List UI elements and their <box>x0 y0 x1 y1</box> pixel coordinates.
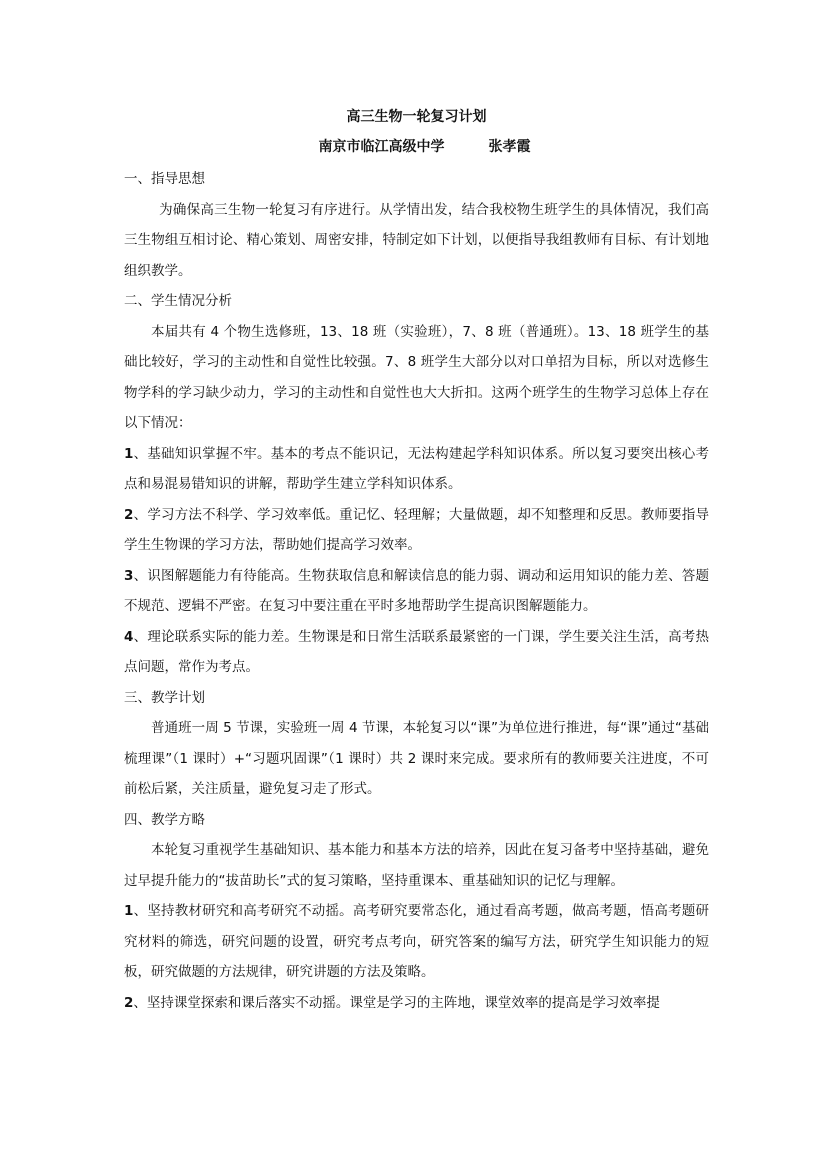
list-item <box>124 439 709 500</box>
list-item <box>124 561 709 622</box>
list-item-text: 、坚持课堂探索和课后落实不动摇。课堂是学习的主阵地，课堂效率的提高是学习效率提 <box>133 994 660 1011</box>
section-heading: 四、教学方略 <box>124 811 205 828</box>
document-byline <box>124 136 709 158</box>
list-item-text: 、学习方法不科学、学习效率低。重记忆、轻理解；大量做题，却不知整理和反思。教师要指导学生生物课的学习方法，帮助她们提高学习效率。 <box>124 506 709 553</box>
section-paragraph: 本届共有 4 个物生选修班，13、18 班（实验班），7、8 班（普通班）。13、18 班学生的基础比较好，学习的主动性和自觉性比较强。7、8 班学生大部分以对口单招为目标，所以对选修生物学科的学习缺少动力，学习的主动性和自觉性也大大折扣。这两个班学生的生物学习总体上存在以下情况： <box>124 323 709 431</box>
list-item-text: 、识图解题能力有待能高。生物获取信息和解读信息的能力弱、调动和运用知识的能力差、答题不规范、逻辑不严密。在复习中要注重在平时多地帮助学生提高识图解题能力。 <box>124 567 709 614</box>
list-item-text: 、坚持教材研究和高考研究不动摇。高考研究要常态化，通过看高考题，做高考题，悟高考题研究材料的筛选，研究问题的设置，研究考点考向，研究答案的编写方法，研究学生知识能力的短板，研究做题的方法规律，研究讲题的方法及策略。 <box>124 903 709 980</box>
list-item <box>124 622 709 683</box>
list-item <box>124 896 709 988</box>
section-paragraph: 普通班一周 5 节课，实验班一周 4 节课，本轮复习以“课”为单位进行推进，每“课”通过“基础梳理课”（1 课时）+“习题巩固课”（1 课时）共 2 课时来完成。要求所有的教师要关注进度，不可前松后紧，关注质量，避免复习走了形式。 <box>124 720 709 797</box>
section-heading: 三、教学计划 <box>124 689 205 706</box>
list-item-number: 2 <box>124 994 134 1011</box>
list-item-number: 1 <box>124 445 134 462</box>
list-item-number: 1 <box>124 903 134 919</box>
list-item-text: 、理论联系实际的能力差。生物课是和日常生活联系最紧密的一门课，学生要关注生活，高考热点问题，常作为考点。 <box>124 628 709 675</box>
section-heading: 一、指导思想 <box>124 171 205 187</box>
section-paragraph: 本轮复习重视学生基础知识、基本能力和基本方法的培养，因此在复习备考中坚持基础，避免过早提升能力的“拔苗助长”式的复习策略，坚持重课本、重基础知识的记忆与理解。 <box>124 842 709 889</box>
section-paragraph: 为确保高三生物一轮复习有序进行。从学情出发，结合我校物生班学生的具体情况，我们高三生物组互相讨论、精心策划、周密安排，特制定如下计划，以便指导我组教师有目标、有计划地组织教学。 <box>124 201 709 279</box>
author-name: 张孝霞 <box>488 139 531 155</box>
list-item <box>124 500 709 561</box>
document-title: 高三生物一轮复习计划 <box>346 109 487 125</box>
list-item-text: 、基础知识掌握不牢。基本的考点不能识记，无法构建起学科知识体系。所以复习要突出核心考点和易混易错知识的讲解，帮助学生建立学科知识体系。 <box>124 445 709 492</box>
list-item-number: 4 <box>124 628 134 645</box>
section-heading: 二、学生情况分析 <box>124 293 232 309</box>
school-name: 南京市临江高级中学 <box>318 139 445 155</box>
list-item <box>124 988 709 1019</box>
list-item-number: 2 <box>124 506 134 523</box>
list-item-number: 3 <box>124 567 134 584</box>
